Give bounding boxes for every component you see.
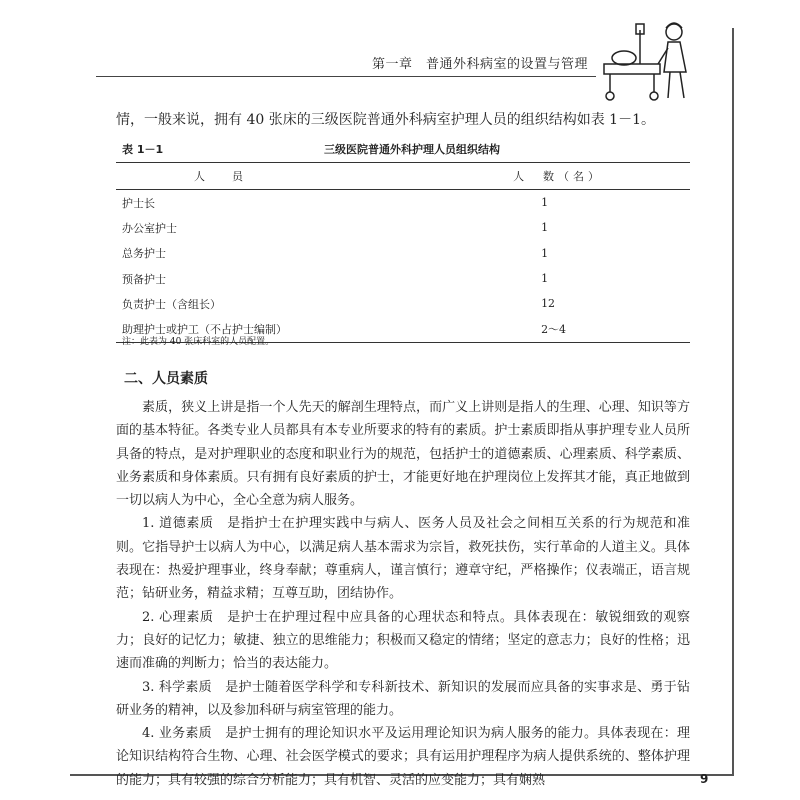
table-row bbox=[116, 241, 690, 266]
cell-count: 1 bbox=[541, 196, 549, 210]
paragraph: 素质，狭义上讲是指一个人先天的解剖生理特点，而广义上讲则是指人的生理、心理、知识等方面的基本特征。各类专业人员都具有本专业所要求的特有的素质。护士素质即指从事护理专业人员所具备的特点，是对护理职业的态度和职业行为的规范，包括护士的道德素质、心理素质、科学素质、业务素质和身体素质。只有拥有良好素质的护士，才能更好地在护理岗位上发挥其才能，真正地做到一切以病人为中心，全心全意为病人服务。 bbox=[116, 400, 690, 509]
running-header: 第一章 普通外科病室的设置与管理 bbox=[372, 57, 589, 72]
table-row bbox=[116, 291, 690, 316]
paragraph: 2. 心理素质 是护士在护理过程中应具备的心理状态和特点。具体表现在：敏锐细致的观察力；良好的记忆力；敏捷、独立的思维能力；积极而又稳定的情绪；坚定的意志力；良好的性格；迅速而准确的判断力；恰当的表达能力。 bbox=[116, 609, 690, 672]
cell-role: 预备护士 bbox=[122, 272, 166, 286]
body-text bbox=[116, 396, 690, 792]
cell-role: 负责护士（含组长） bbox=[122, 297, 221, 311]
cell-count: 1 bbox=[541, 246, 549, 260]
table-number: 表 1－1 bbox=[122, 143, 164, 156]
paragraph: 1. 道德素质 是指护士在护理实践中与病人、医务人员及社会之间相互关系的行为规范和准则。它指导护士以病人为中心，以满足病人基本需求为宗旨，救死扶伤，实行革命的人道主义。具体表现在：热爱护理事业，终身奉献；尊重病人，谨言慎行；遵章守纪，严格操作；仪表端正，语言规范；钻研业务，精益求精；互尊互助，团结协作。 bbox=[116, 516, 690, 602]
section-heading: 二、人员素质 bbox=[124, 371, 208, 387]
table-row bbox=[116, 266, 690, 291]
paragraph: 4. 业务素质 是护士拥有的理论知识水平及运用理论知识为病人服务的能力。具体表现在：理论知识结构符合生物、心理、社会医学模式的要求；具有运用护理程序为病人提供系统的、整体护理的能力；具有较强的综合分析能力；具有机智、灵活的应变能力；具有娴熟 bbox=[116, 726, 690, 788]
cell-role: 总务护士 bbox=[122, 247, 166, 261]
table-note: 注：此表为 40 张床科室的人员配置。 bbox=[122, 337, 275, 347]
table-caption bbox=[116, 141, 716, 161]
page-number: 9 bbox=[700, 772, 709, 786]
cell-role: 护士长 bbox=[122, 196, 155, 210]
cell-count: 12 bbox=[541, 297, 556, 311]
nurse-with-stretcher-illustration bbox=[600, 16, 696, 104]
cell-role: 办公室护士 bbox=[122, 221, 177, 235]
paragraph: 3. 科学素质 是护士随着医学科学和专科新技术、新知识的发展而应具备的实事求是、勇于钻研业务的精神，以及参加科研与病室管理的能力。 bbox=[116, 679, 690, 718]
header-rule bbox=[96, 76, 596, 77]
table-row bbox=[116, 215, 690, 240]
staff-structure-table bbox=[116, 162, 690, 343]
table-title: 三级医院普通外科护理人员组织结构 bbox=[324, 143, 500, 156]
table-row bbox=[116, 190, 690, 216]
cell-count: 2～4 bbox=[541, 323, 567, 337]
table-header-row bbox=[116, 163, 690, 190]
column-header-count: 人 数（名） bbox=[345, 163, 690, 190]
cell-count: 1 bbox=[541, 221, 549, 235]
cell-count: 1 bbox=[541, 272, 549, 286]
column-header-role: 人 员 bbox=[116, 163, 345, 190]
lead-paragraph: 情，一般来说，拥有 40 张床的三级医院普通外科病室护理人员的组织结构如表 1－1。 bbox=[116, 112, 655, 128]
cell-role: 助理护士或护工（不占护士编制） bbox=[122, 323, 287, 337]
